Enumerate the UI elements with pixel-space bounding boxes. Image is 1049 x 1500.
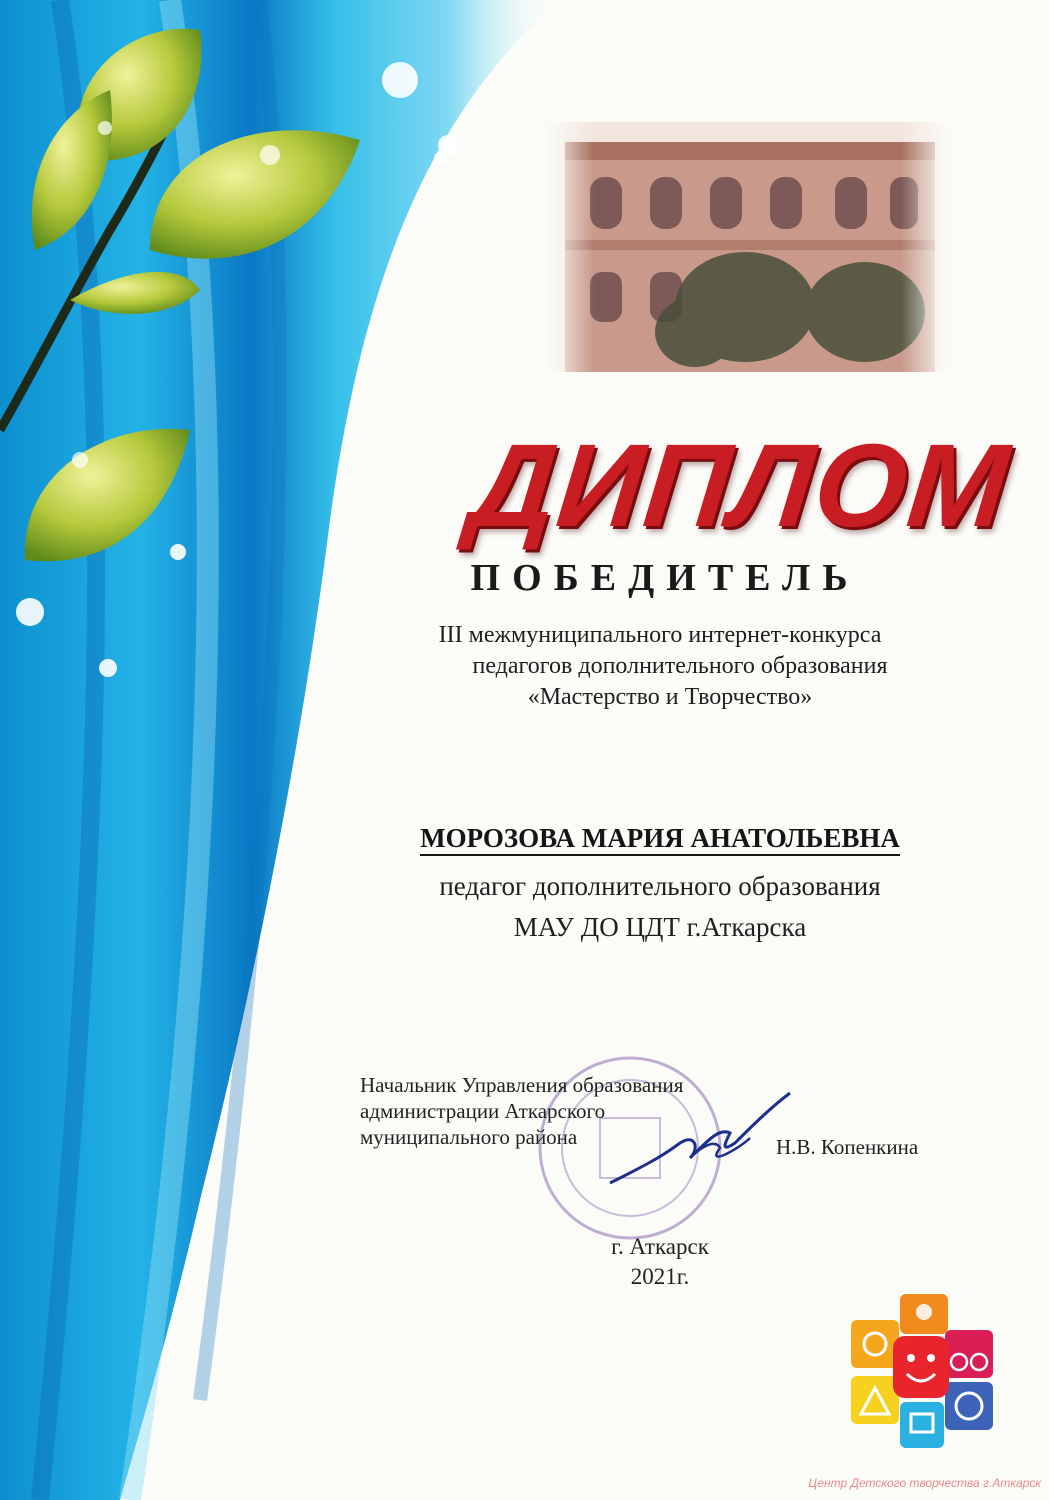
contest-description	[340, 620, 980, 713]
diploma-title: ДИПЛОМ	[464, 420, 1016, 552]
city: г. Аткарск	[611, 1234, 709, 1259]
place-and-date	[560, 1232, 760, 1292]
awardee-organization: МАУ ДО ЦДТ г.Аткарска	[513, 912, 807, 942]
diploma-subtitle: ПОБЕДИТЕЛЬ	[470, 557, 860, 599]
year: 2021г.	[630, 1264, 690, 1289]
signatory-name: Н.В. Копенкина	[776, 1135, 919, 1159]
contest-name: «Мастерство и Творчество»	[527, 684, 813, 710]
signatory-title-line: муниципального района	[360, 1125, 578, 1149]
footer-credit: Центр Детского творчества г.Аткарск	[808, 1476, 1041, 1490]
creativity-center-logo-icon	[845, 1290, 1000, 1455]
awardee-position-line: педагог дополнительного образования	[439, 871, 881, 901]
contest-line: III межмуниципального интернет-конкурса	[438, 622, 882, 648]
signature-icon	[600, 1088, 800, 1198]
contest-line: педагогов дополнительного образования	[472, 653, 888, 679]
signatory-title-line: Начальник Управления образования	[360, 1073, 684, 1097]
awardee-name-text: МОРОЗОВА МАРИЯ АНАТОЛЬЕВНА	[420, 823, 900, 856]
building-photo	[545, 122, 950, 372]
signatory-title-line: администрации Аткарского	[360, 1099, 606, 1123]
awardee-position	[330, 866, 990, 948]
awardee-name	[330, 823, 990, 854]
